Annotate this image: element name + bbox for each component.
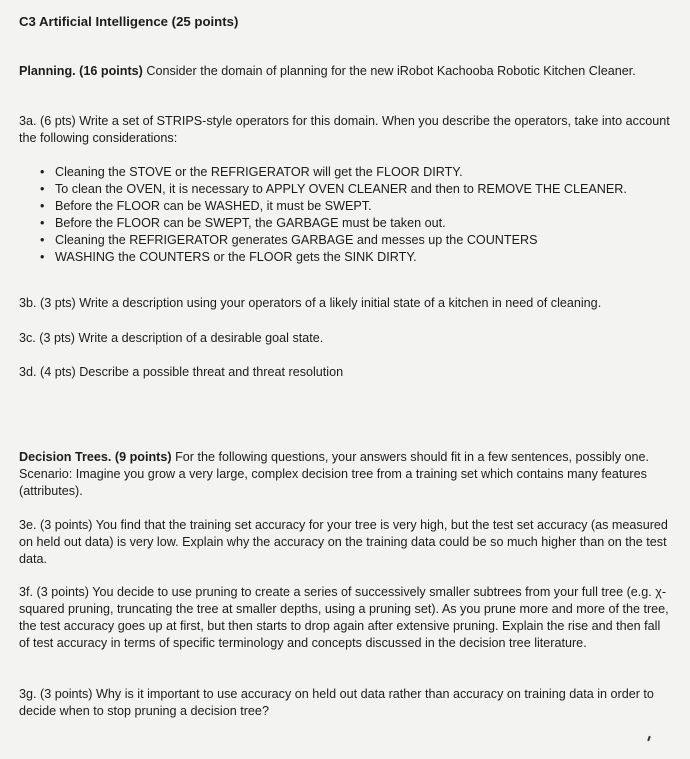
question-3g: 3g. (3 points) Why is it important to use accuracy on held out data rather than accuracy on training data in order to decide when to stop pruning a decision tree? [19, 687, 654, 718]
consideration-item: • Cleaning the STOVE or the REFRIGERATOR will get the FLOOR DIRTY. [40, 164, 660, 181]
question-3d: 3d. (4 pts) Describe a possible threat and threat resolution [19, 365, 344, 379]
consideration-item: • Before the FLOOR can be SWEPT, the GARBAGE must be taken out. [40, 215, 660, 232]
question-3b: 3b. (3 pts) Write a description using your operators of a likely initial state of a kitchen in need of cleaning. [19, 296, 602, 310]
question-3e: 3e. (3 points) You find that the training set accuracy for your tree is very high, but the test set accuracy (as measured on held out data) is very low. Explain why the accuracy on the training data could be so much higher than on the test data. [19, 518, 668, 566]
question-3a: 3a. (6 pts) Write a set of STRIPS-style operators for this domain. When you describe the operators, take into account the following considerations: [19, 114, 670, 145]
consideration-item: • To clean the OVEN, it is necessary to APPLY OVEN CLEANER and then to REMOVE THE CLEANER. [40, 181, 660, 198]
question-3f: 3f. (3 points) You decide to use pruning to create a series of successively smaller subtrees from your full tree (e.g. χ-squared pruning, truncating the tree at smaller depths, using a pruning set). As you prune more and more of the tree, the test accuracy goes up at first, but then starts to drop again after extensive pruning. Explain the rise and then fall of test accuracy in terms of specific terminology and concepts discussed in the decision tree literature. [19, 585, 669, 650]
consideration-item: • Cleaning the REFRIGERATOR generates GARBAGE and messes up the COUNTERS [40, 232, 660, 249]
decision-trees-label: Decision Trees. (9 points) [19, 450, 172, 464]
decision-trees-intro [19, 449, 674, 500]
consideration-item: • Before the FLOOR can be WASHED, it must be SWEPT. [40, 198, 660, 215]
planning-intro [19, 63, 674, 80]
stray-pen-mark [647, 736, 651, 741]
considerations-list [40, 164, 660, 266]
question-3c: 3c. (3 pts) Write a description of a desirable goal state. [19, 331, 324, 345]
section-heading: C3 Artificial Intelligence (25 points) [19, 14, 239, 29]
decision-trees-intro-text: For the following questions, your answers should fit in a few sentences, possibly one. Scenario: Imagine you grow a very large, complex decision tree from a training set which contains many features (attributes). [19, 450, 649, 498]
planning-intro-text: Consider the domain of planning for the new iRobot Kachooba Robotic Kitchen Cleaner. [142, 64, 636, 78]
consideration-item: • WASHING the COUNTERS or the FLOOR gets the SINK DIRTY. [40, 249, 660, 266]
planning-label: Planning. (16 points) [19, 64, 143, 78]
